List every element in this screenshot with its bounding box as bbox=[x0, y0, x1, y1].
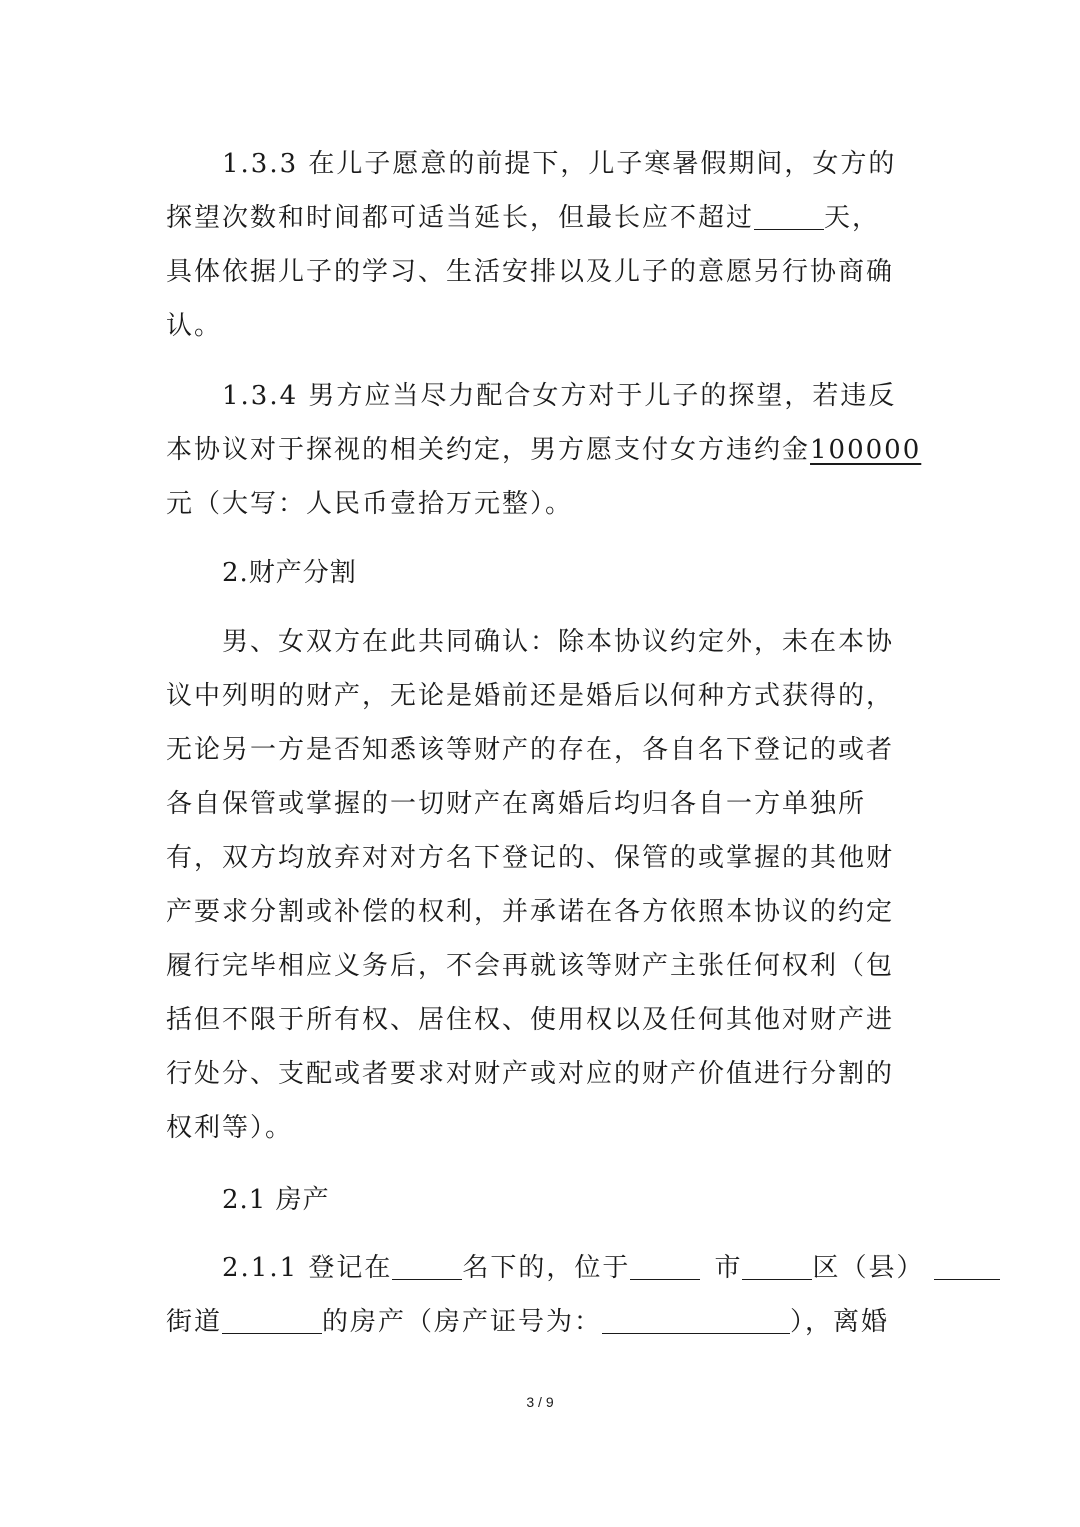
section-2-line: 无论另一方是否知悉该等财产的存在，各自名下登记的或者 bbox=[166, 735, 895, 765]
clause-2-1-1-text: 区（县） bbox=[812, 1253, 925, 1283]
clause-2-1-1-text: ），离婚 bbox=[790, 1307, 890, 1337]
days-blank bbox=[754, 199, 824, 230]
street-name-blank bbox=[222, 1303, 322, 1334]
section-2-line: 括但不限于所有权、居住权、使用权以及任何其他对财产进 bbox=[166, 1005, 895, 1035]
clause-2-1-1-text: 名下的，位于 bbox=[462, 1253, 631, 1283]
clause-2-1-1-text: 2.1.1 登记在 bbox=[222, 1253, 393, 1283]
section-2-line: 男、女双方在此共同确认：除本协议约定外，未在本协 bbox=[222, 627, 895, 657]
street-blank bbox=[934, 1249, 1000, 1280]
clause-1-3-3-line-3: 具体依据儿子的学习、生活安排以及儿子的意愿另行协商确 bbox=[166, 257, 895, 287]
clause-1-3-4 bbox=[166, 369, 922, 531]
section-2-heading: 2.财产分割 bbox=[222, 558, 357, 588]
section-2-line: 行处分、支配或者要求对财产或对应的财产价值进行分割的 bbox=[166, 1059, 895, 1089]
section-2-line: 产要求分割或补偿的权利，并承诺在各方依照本协议的约定 bbox=[166, 897, 895, 927]
certificate-number-blank bbox=[602, 1303, 790, 1334]
clause-1-3-3-line-2-end: 天， bbox=[824, 203, 881, 233]
section-2-line: 各自保管或掌握的一切财产在离婚后均归各自一方单独所 bbox=[166, 789, 867, 819]
penalty-amount: 100000 bbox=[810, 435, 922, 465]
section-2-line: 履行完毕相应义务后，不会再就该等财产主张任何权利（包 bbox=[166, 951, 895, 981]
clause-2-1-1-text: 街道 bbox=[166, 1307, 223, 1337]
section-2-line: 权利等）。 bbox=[166, 1113, 294, 1143]
section-2-body bbox=[166, 615, 916, 1155]
clause-1-3-3-line-4: 认。 bbox=[166, 311, 223, 341]
clause-1-3-4-line-3: 元（大写：人民币壹拾万元整）。 bbox=[166, 489, 574, 519]
clause-2-1-1 bbox=[166, 1241, 1026, 1349]
clause-1-3-3 bbox=[166, 137, 916, 353]
page-number: 3 / 9 bbox=[526, 1394, 554, 1410]
section-2-line: 有，双方均放弃对对方名下登记的、保管的或掌握的其他财 bbox=[166, 843, 895, 873]
clause-1-3-3-line-1: 1.3.3 在儿子愿意的前提下，儿子寒暑假期间，女方的 bbox=[222, 149, 897, 179]
clause-1-3-4-line-2: 本协议对于探视的相关约定，男方愿支付女方违约金 bbox=[166, 435, 811, 465]
owner-blank bbox=[392, 1249, 462, 1280]
clause-2-1-1-text: 的房产（房产证号为： bbox=[322, 1307, 603, 1337]
district-blank bbox=[742, 1249, 812, 1280]
city-blank bbox=[630, 1249, 700, 1280]
clause-1-3-4-line-1: 1.3.4 男方应当尽力配合女方对于儿子的探望，若违反 bbox=[222, 381, 897, 411]
clause-2-1-1-text: 市 bbox=[714, 1253, 743, 1283]
section-2-line: 议中列明的财产，无论是婚前还是婚后以何种方式获得的， bbox=[166, 681, 895, 711]
clause-1-3-3-line-2: 探望次数和时间都可适当延长，但最长应不超过 bbox=[166, 203, 755, 233]
section-2-1-heading: 2.1 房产 bbox=[222, 1185, 330, 1215]
